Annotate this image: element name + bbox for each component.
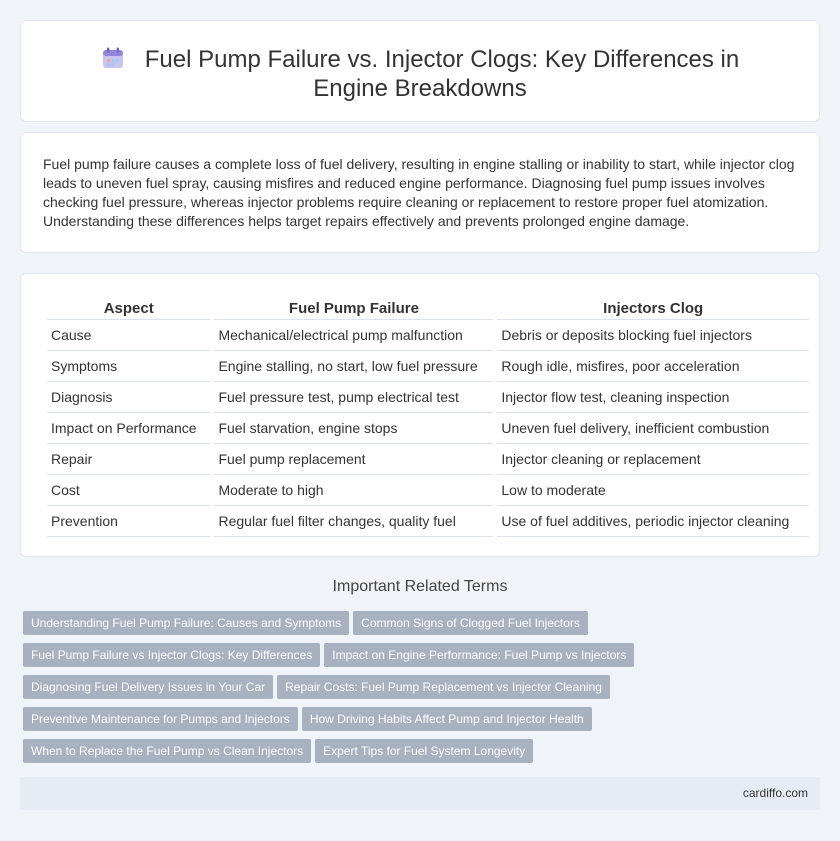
table-cell: Mechanical/electrical pump malfunction bbox=[214, 320, 493, 351]
title-card bbox=[20, 20, 820, 122]
related-term-link[interactable]: Expert Tips for Fuel System Longevity bbox=[315, 739, 533, 763]
table-row bbox=[47, 413, 809, 444]
calendar-icon bbox=[101, 46, 125, 70]
summary-card bbox=[20, 132, 820, 253]
table-cell: Use of fuel additives, periodic injector cleaning bbox=[497, 506, 809, 537]
related-term-link[interactable]: How Driving Habits Affect Pump and Injector Health bbox=[302, 707, 592, 731]
table-cell: Injector cleaning or replacement bbox=[497, 444, 809, 475]
table-row bbox=[47, 506, 809, 537]
table-row bbox=[47, 475, 809, 506]
related-term-link[interactable]: Repair Costs: Fuel Pump Replacement vs Injector Cleaning bbox=[277, 675, 610, 699]
page-title bbox=[21, 45, 819, 103]
related-term-link[interactable]: Diagnosing Fuel Delivery Issues in Your Car bbox=[23, 675, 273, 699]
related-term-link[interactable]: Fuel Pump Failure vs Injector Clogs: Key Differences bbox=[23, 643, 320, 667]
table-header-aspect: Aspect bbox=[47, 296, 210, 320]
table-cell: Moderate to high bbox=[214, 475, 493, 506]
related-term-link[interactable]: When to Replace the Fuel Pump vs Clean Injectors bbox=[23, 739, 311, 763]
comparison-table-card bbox=[20, 273, 820, 557]
related-term-link[interactable]: Preventive Maintenance for Pumps and Injectors bbox=[23, 707, 298, 731]
table-cell: Fuel pump replacement bbox=[214, 444, 493, 475]
related-term-link[interactable]: Understanding Fuel Pump Failure: Causes and Symptoms bbox=[23, 611, 349, 635]
table-cell: Injector flow test, cleaning inspection bbox=[497, 382, 809, 413]
summary-text: Fuel pump failure causes a complete loss of fuel delivery, resulting in engine stalling or inability to start, while injector clog leads to uneven fuel spray, causing misfires and reduced engine performance. Diagnosing fuel pump issues involves checking fuel pressure, whereas injector problems require cleaning or replacement to restore proper fuel atomization. Understanding these differences helps target repairs effectively and prevents prolonged engine damage. bbox=[43, 156, 795, 229]
related-terms-list bbox=[23, 611, 823, 771]
table-cell: Cost bbox=[47, 475, 210, 506]
table-cell: Diagnosis bbox=[47, 382, 210, 413]
table-cell: Rough idle, misfires, poor acceleration bbox=[497, 351, 809, 382]
footer bbox=[20, 777, 820, 810]
table-cell: Repair bbox=[47, 444, 210, 475]
table-row bbox=[47, 351, 809, 382]
table-header-injectors: Injectors Clog bbox=[497, 296, 809, 320]
table-row bbox=[47, 382, 809, 413]
table-row bbox=[47, 320, 809, 351]
table-cell: Regular fuel filter changes, quality fuel bbox=[214, 506, 493, 537]
table-cell: Uneven fuel delivery, inefficient combustion bbox=[497, 413, 809, 444]
table-cell: Symptoms bbox=[47, 351, 210, 382]
related-term-link[interactable]: Common Signs of Clogged Fuel Injectors bbox=[353, 611, 588, 635]
table-cell: Prevention bbox=[47, 506, 210, 537]
related-terms-title: Important Related Terms bbox=[332, 578, 508, 595]
footer-site-link[interactable]: cardiffo.com bbox=[742, 786, 808, 800]
comparison-table bbox=[43, 296, 813, 537]
table-cell: Low to moderate bbox=[497, 475, 809, 506]
page-title-text: Fuel Pump Failure vs. Injector Clogs: Key Differences in Engine Breakdowns bbox=[144, 46, 740, 102]
table-cell: Impact on Performance bbox=[47, 413, 210, 444]
table-header-row bbox=[47, 296, 809, 320]
related-term-link[interactable]: Impact on Engine Performance: Fuel Pump vs Injectors bbox=[324, 643, 634, 667]
table-header-fuel-pump: Fuel Pump Failure bbox=[214, 296, 493, 320]
table-cell: Engine stalling, no start, low fuel pressure bbox=[214, 351, 493, 382]
table-cell: Debris or deposits blocking fuel injectors bbox=[497, 320, 809, 351]
table-cell: Fuel starvation, engine stops bbox=[214, 413, 493, 444]
table-cell: Fuel pressure test, pump electrical test bbox=[214, 382, 493, 413]
table-cell: Cause bbox=[47, 320, 210, 351]
table-row bbox=[47, 444, 809, 475]
